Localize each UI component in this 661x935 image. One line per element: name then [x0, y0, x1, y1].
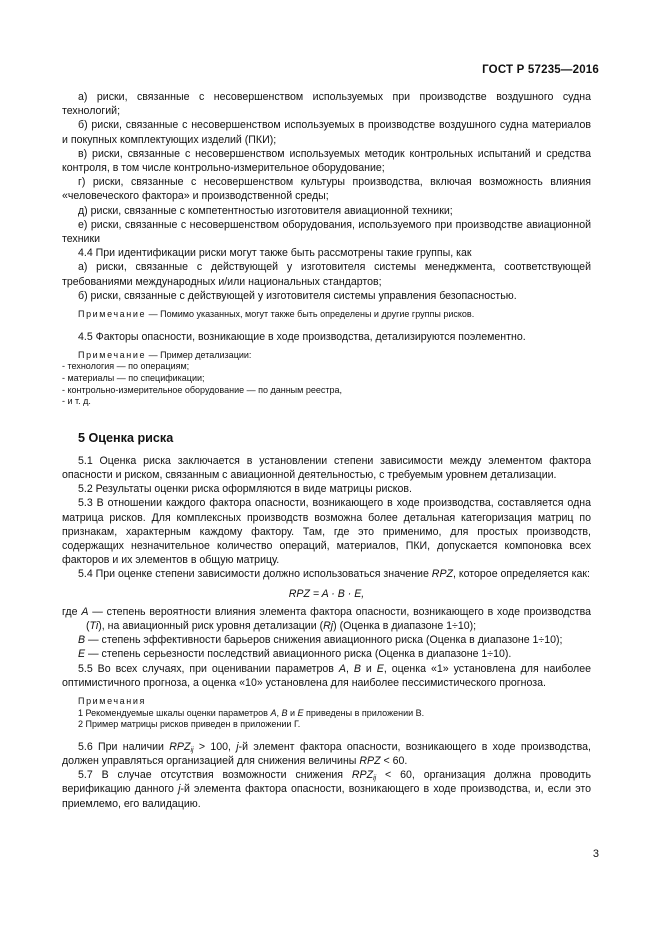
- where-b: B — степень эффективности барьеров снижения авиационного риска (Оценка в диапазоне 1÷10);: [78, 634, 563, 647]
- clause-4-4: 4.4 При идентификации риски могут также быть рассмотрены такие группы, как: [78, 247, 472, 260]
- clause-5-2: 5.2 Результаты оценки риска оформляются в виде матрицы рисков.: [78, 483, 412, 496]
- note-2-item: - материалы — по спецификации;: [62, 373, 205, 384]
- document-code-header: ГОСТ Р 57235—2016: [482, 64, 599, 76]
- clause-5-3: 5.3 В отношении каждого фактора опасности, возникающего в ходе производства, составляется одна матрица рисков. Для комплексных производств возможна более детальная категоризация матриц по признакам, характерным каждому фактору. Там, где это применимо, для простых производств, содержащих незначительное количество операций, материалов, ПКИ, допускается компоновка всех факторов и их элементов в общую матрицу.: [62, 497, 591, 567]
- note-3-2: 2 Пример матрицы рисков приведен в приложении Г.: [78, 719, 301, 730]
- notes-label: Примечания: [78, 696, 146, 707]
- note-1: [62, 309, 591, 321]
- note-label: Примечание: [78, 309, 147, 320]
- group-item-a: а) риски, связанные с действующей у изготовителя системы менеджмента, соответствующей требованиями международных и/или национальных стандартов;: [62, 261, 591, 288]
- note-2: [62, 350, 591, 362]
- note-label: Примечание: [78, 349, 147, 360]
- rpz-formula: RPZ = A · B · E,: [288, 587, 365, 600]
- list-item-a: а) риски, связанные с несовершенством используемых при производстве воздушного судна технологий;: [62, 91, 591, 118]
- page-content: [62, 90, 591, 811]
- list-item-g: г) риски, связанные с несовершенством культуры производства, включая возможность влияния «человеческого фактора» и производственной среды;: [62, 176, 591, 203]
- clause-5-5: 5.5 Во всех случаях, при оценивании параметров A, B и E, оценка «1» установлена для наиболее оптимистичного прогноза, а оценка «10» установлена для наиболее пессимистического прогноза.: [62, 662, 591, 689]
- list-item-v: в) риски, связанные с несовершенством используемых методик контрольных испытаний и средства контроля, в том числе контрольно-измерительное оборудование;: [62, 147, 591, 175]
- group-item-b: б) риски, связанные с действующей у изготовителя системы управления безопасностью.: [78, 289, 517, 302]
- where-a: где A — степень вероятности влияния элемента фактора опасности, возникающего в ходе производства (Ti), на авиационный риск уровня детализации (Rj) (Оценка в диапазоне 1÷10);: [62, 605, 592, 633]
- note-2-item: - технология — по операциям;: [62, 361, 190, 372]
- list-item-e: е) риски, связанные с несовершенством оборудования, используемого при производстве авиационной техники: [62, 218, 591, 246]
- clause-5-7: 5.7 В случае отсутствия возможности снижения $RPZ_{ij} < 60$, организация должна проводить верификацию данного j-й элемента фактора опасности, возникающего в ходе производства, и, если это приемлемо, его валидацию.: [62, 769, 592, 810]
- note-2-item: - и т. д.: [62, 396, 91, 407]
- page-number: 3: [592, 848, 599, 860]
- clause-4-5: 4.5 Факторы опасности, возникающие в ходе производства, детализируются поэлементно.: [78, 330, 526, 343]
- clause-5-1: 5.1 Оценка риска заключается в установлении степени зависимости между элементом фактора опасности и риском, связанным с авиационной деятельностью, с требуемым уровнем детализации.: [62, 454, 591, 482]
- section-5-heading: 5 Оценка риска: [78, 430, 174, 445]
- note-3-1: 1 Рекомендуемые шкалы оценки параметров A, B и E приведены в приложении В.: [78, 707, 425, 718]
- note-text: — Пример детализации:: [146, 349, 252, 360]
- list-item-d: д) риски, связанные с компетентностью изготовителя авиационной техники;: [78, 204, 453, 217]
- where-e: E — степень серьезности последствий авиационного риска (Оценка в диапазоне 1÷10).: [78, 648, 512, 661]
- note-text: — Помимо указанных, могут также быть определены и другие группы рисков.: [146, 309, 475, 320]
- clause-5-6: 5.6 При наличии $RPZ_{ij} > 100$, j-й элемент фактора опасности, возникающего в ходе производства, должен управляться организацией для снижения величины RPZ < 60.: [62, 740, 591, 768]
- clause-5-4: 5.4 При оценке степени зависимости должно использоваться значение RPZ, которое определяется как:: [78, 568, 590, 581]
- note-2-item: - контрольно-измерительное оборудование — по данным реестра,: [62, 384, 342, 395]
- list-item-b: б) риски, связанные с несовершенством используемых в производстве воздушного судна материалов и покупных комплектующих изделий (ПКИ);: [62, 119, 591, 146]
